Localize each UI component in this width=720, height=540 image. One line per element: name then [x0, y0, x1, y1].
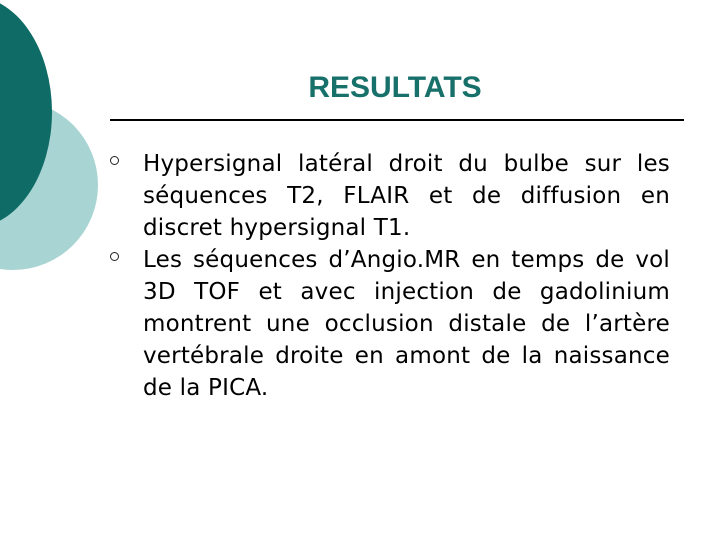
bullet-text: Les séquences d’Angio.MR en temps de vol 3D TOF et avec injection de gadolinium montrent une occlusion distale de l’artère vertébrale droite en amont de la naissance de la PICA.: [143, 247, 670, 401]
bullet-text: Hypersignal latéral droit du bulbe sur les séquences T2, FLAIR et de diffusion en discret hypersignal T1.: [143, 151, 670, 241]
slide-title: RESULTATS: [308, 71, 482, 104]
decorative-circles: [0, 0, 120, 300]
title-divider: [110, 119, 684, 121]
bullet-item: [110, 244, 670, 404]
hollow-circle-icon: [110, 252, 119, 261]
bullet-list: [110, 148, 670, 404]
bullet-item: [110, 148, 670, 244]
hollow-circle-icon: [110, 156, 119, 165]
